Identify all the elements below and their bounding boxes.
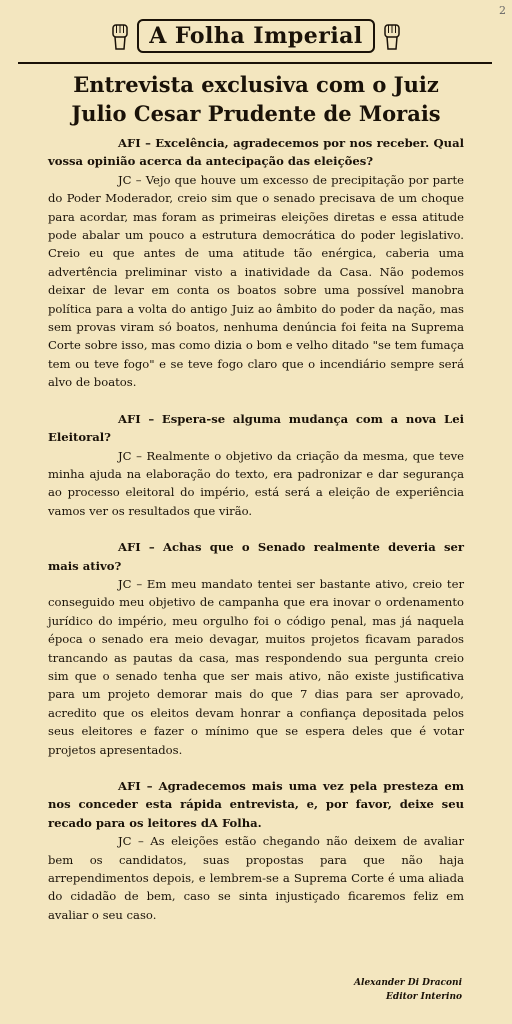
signature-role: Editor Interino (386, 992, 462, 1002)
interview-body (48, 134, 464, 924)
answer-2: JC – Realmente o objetivo da criação da mesma, que teve minha ajuda na elaboração do texto, era padronizar e dar segurança ao processo eleitoral do império, está será a eleição de experiência vamos ver os resultados que virão. (48, 448, 464, 518)
masthead-title: A Folha Imperial (149, 23, 363, 49)
section-spacer (48, 392, 464, 410)
answer-4: JC – As eleições estão chegando não deixem de avaliar bem os candidatos, suas propostas para que não haja arrependimentos depois, e lembrem-se a Suprema Corte é uma aliada do cidadão de bem, caso se sinta injustiçado ficaremos feliz em avaliar o seu caso. (48, 834, 464, 922)
masthead (0, 12, 512, 60)
raised-fist-icon (381, 21, 403, 51)
masthead-divider (18, 62, 492, 64)
masthead-box (137, 19, 375, 53)
signature-block (262, 976, 462, 1004)
page-number: 2 (499, 4, 506, 17)
headline-line-2: Julio Cesar Prudente de Morais (71, 101, 441, 126)
answer-1: JC – Vejo que houve um excesso de precipitação por parte do Poder Moderador, creio sim que o senado precisava de um choque para acordar, mas foram as primeiras eleições diretas e essa atitude pode abalar um pouco a estrutura democrática do poder legislativo. Creio eu que antes de uma atitude tão enérgica, caberia uma advertência preliminar visto a inatividade da Casa. Não podemos deixar de levar em conta os boatos sobre uma possível manobra política para a volta do antigo Juiz ao âmbito do poder da nação, mas sem provas viram só boatos, nenhuma denúncia foi feita na Suprema Corte sobre isso, mas como dizia o bom e velho ditado "se tem fumaça tem ou teve fogo" e se teve fogo claro que o incendiário sempre será alvo de boatos. (48, 172, 464, 390)
question-2: AFI – Espera-se alguma mudança com a nova Lei Eleitoral? (48, 411, 464, 445)
question-4: AFI – Agradecemos mais uma vez pela presteza em nos conceder esta rápida entrevista, e, por favor, deixe seu recado para os leitores dA Folha. (48, 779, 464, 830)
section-spacer (48, 759, 464, 777)
signature-name: Alexander Di Draconi (354, 978, 462, 988)
question-3: AFI – Achas que o Senado realmente deveria ser mais ativo? (48, 540, 464, 573)
question-1: AFI – Excelência, agradecemos por nos receber. Qual vossa opinião acerca da antecipação das eleições? (48, 136, 464, 169)
raised-fist-icon (109, 21, 131, 51)
headline (18, 70, 494, 128)
headline-line-1: Entrevista exclusiva com o Juiz (73, 72, 439, 97)
section-spacer (48, 520, 464, 538)
answer-3: JC – Em meu mandato tentei ser bastante ativo, creio ter conseguido meu objetivo de campanha que era inovar o ordenamento jurídico do império, meu orgulho foi o código penal, mas já naquela época o senado era meio devagar, muitos projetos ficavam parados trancando as pautas da casa, mas respondendo sua pergunta creio sim que o senado tenha que ser mais ativo, não existe justificativa para um projeto demorar mais do que 7 dias para ser aprovado, acredito que os eleitos devam honrar a confiança depositada pelos seus eleitores e fazer o mínimo que se espera deles que é votar projetos apresentados. (48, 576, 464, 757)
